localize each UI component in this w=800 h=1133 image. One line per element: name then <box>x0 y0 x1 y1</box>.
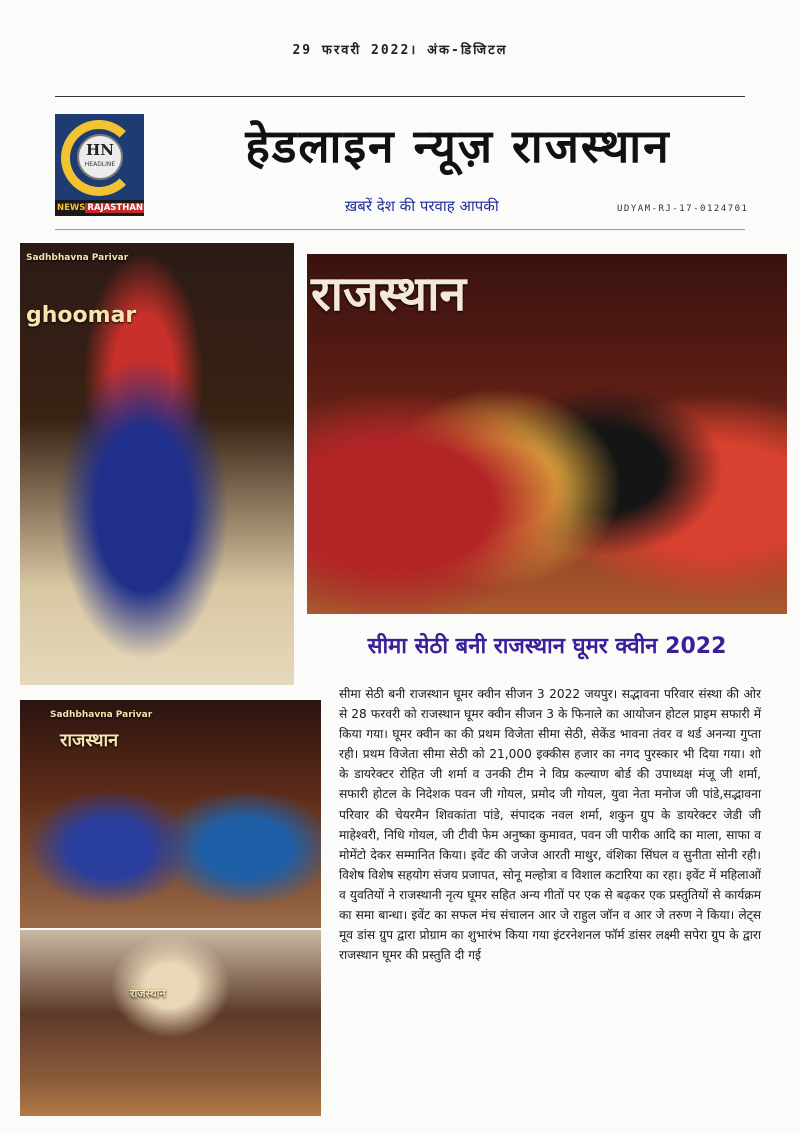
logo-region: RAJASTHAN <box>87 203 144 213</box>
top-divider <box>55 96 745 97</box>
newspaper-title: हेडलाइन न्यूज़ राजस्थान <box>245 119 671 173</box>
logo-word: HEADLINE <box>84 161 116 168</box>
photo3-banner-text: Sadhbhavna Parivar <box>50 710 153 720</box>
logo-bar <box>55 200 144 216</box>
masthead-divider <box>55 229 745 230</box>
photo4-sign-text: राजस्थान <box>130 987 166 1000</box>
registration-number: UDYAM-RJ-17-0124701 <box>617 204 749 214</box>
logo-initials: HN <box>86 141 114 159</box>
logo-news: NEWS <box>57 203 86 213</box>
newspaper-tagline: ख़बरें देश की परवाह आपकी <box>345 197 499 215</box>
article-headline: सीमा सेठी बनी राजस्थान घूमर क्वीन 2022 <box>367 634 727 659</box>
photo-group-with-guests <box>20 700 321 928</box>
photo-stage-group <box>20 930 321 1116</box>
article-body: सीमा सेठी बनी राजस्थान घूमर क्वीन सीजन 3 2022 जयपुर। सद्भावना परिवार संस्था की ओर से 28 फरवरी को राजस्थान घूमर क्वीन सीजन 3 के फिनाले का आयोजन होटल प्राइम सफारी में किया गया। घूमर क्वीन का की प्रथम विजेता सीमा सेठी, सेकेंड भावना तंवर व थर्ड अनन्या गुप्ता रही। प्रथम विजेता सीमा सेठी को 21,000 इक्कीस हजार का नगद पुरस्कार भी दिया गया। शो के डायरेक्टर रोहित जी शर्मा व उनकी टीम ने विप्र कल्याण बोर्ड की उपाध्यक्ष मंजू जी शर्मा, सफारी होटल के निदेशक पवन जी गोयल, प्रमोद जी गोयल, युवा नेता मनोज जी पांडे,सद्भावना परिवार की चेयरमैन शिवकांता पांडे, संपादक नवल शर्मा, शकुन ग्रुप के डायरेक्टर जेडी जी माहेश्वरी, निधि गोयल, जी टीवी फेम अनुष्का कुमावत, पवन जी पारीक आदि का माला, साफा व मोमेंटो देकर सम्मानित किया। इवेंट की जजेज आरती माथुर, वंशिका सिंघल व सुनीता सोनी रही। विशेष विशेष सहयोग संजय प्रजापत, सोनू मल्होत्रा व विशाल कटारिया का रहा। इवेंट में महिलाओं व युवतियों ने राजस्थानी नृत्य घूमर सहित अन्य गीतों पर एक से बढ़कर एक प्रस्तुतियों से कार्यक्रम का समा बान्धा। इवेंट का सफल मंच संचालन आर जे राहुल जॉन व आर जे तरुण ने किया। लेट्स मूव डांस ग्रुप द्वारा प्रोग्राम का शुभारंभ किया गया इंटरनेशनल फॉर्म डांसर लक्ष्मी सपेरा ग्रुप के द्वारा राजस्थान घूमर की प्रस्तुति दी गई <box>339 687 761 963</box>
photo2-sign-text: राजस्थान <box>311 266 467 322</box>
photo-ghoomar-queen-dancer <box>20 243 294 685</box>
photo3-sign-text: राजस्थान <box>60 730 119 751</box>
photo1-banner-text: Sadhbhavna Parivar <box>26 253 129 263</box>
logo-emblem <box>77 134 123 180</box>
newspaper-logo <box>55 114 144 216</box>
photo1-sign-text: ghoomar <box>26 303 137 328</box>
photo-winners-with-trophies <box>307 254 787 614</box>
dateline: 29 फरवरी 2022। अंक-डिजिटल <box>292 43 508 58</box>
